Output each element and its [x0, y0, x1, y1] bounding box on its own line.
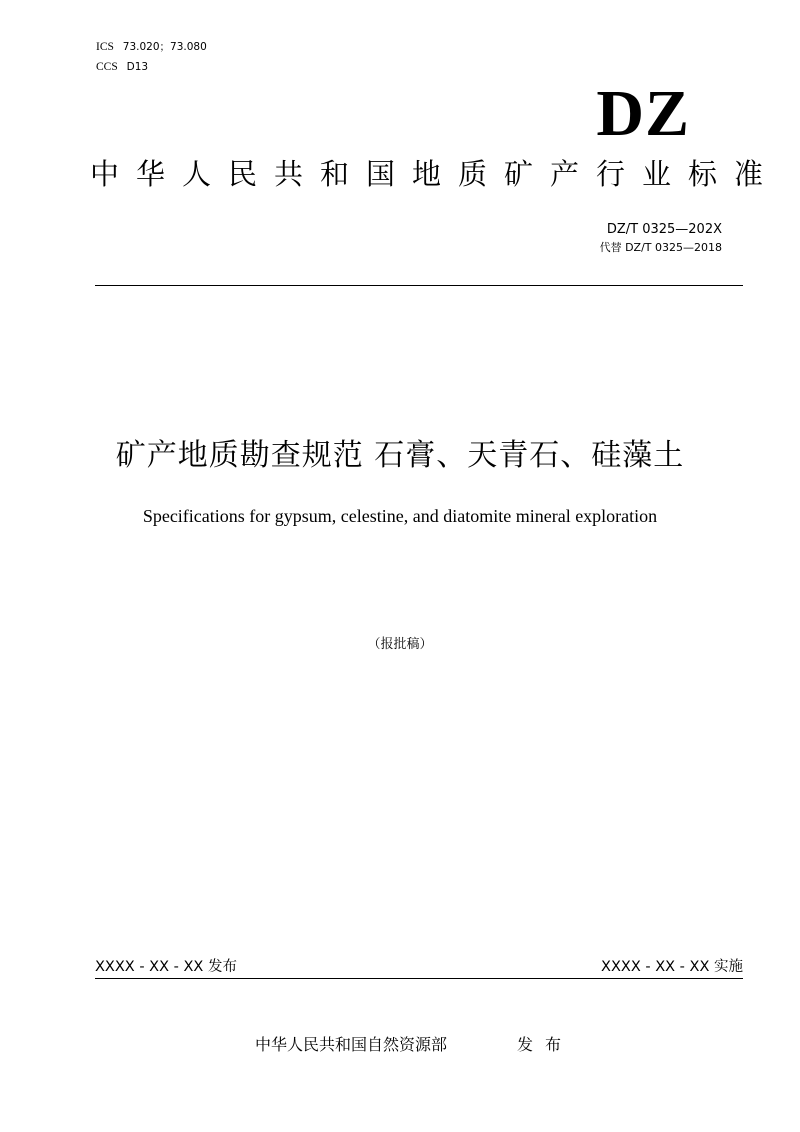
implementation-date: XXXX - XX - XX 实施 [601, 959, 743, 975]
ccs-value: D13 [126, 61, 149, 73]
ics-code [96, 40, 207, 54]
document-title-en: Specifications for gypsum, celestine, and diatomite mineral exploration [142, 506, 658, 526]
publish-label: 发布 [517, 1035, 574, 1054]
ccs-code [96, 60, 148, 74]
top-divider [95, 285, 743, 286]
bottom-divider [95, 978, 743, 979]
issue-date: XXXX - XX - XX 发布 [95, 959, 237, 975]
ics-value: 73.020；73.080 [122, 41, 207, 53]
dz-logo: DZ [596, 77, 690, 150]
replaces-standard: 代替 DZ/T 0325—2018 [599, 241, 722, 254]
standard-number: DZ/T 0325—202X [606, 222, 722, 237]
standard-type-heading: 中华人民共和国地质矿产行业标准 [90, 157, 781, 191]
issuing-authority: 中华人民共和国自然资源部 [255, 1035, 448, 1054]
ccs-label: CCS [96, 61, 118, 73]
ics-label: ICS [96, 41, 114, 53]
document-title-cn: 矿产地质勘查规范 石膏、天青石、硅藻土 [115, 438, 685, 473]
draft-stage-label: （报批稿） [367, 637, 433, 652]
